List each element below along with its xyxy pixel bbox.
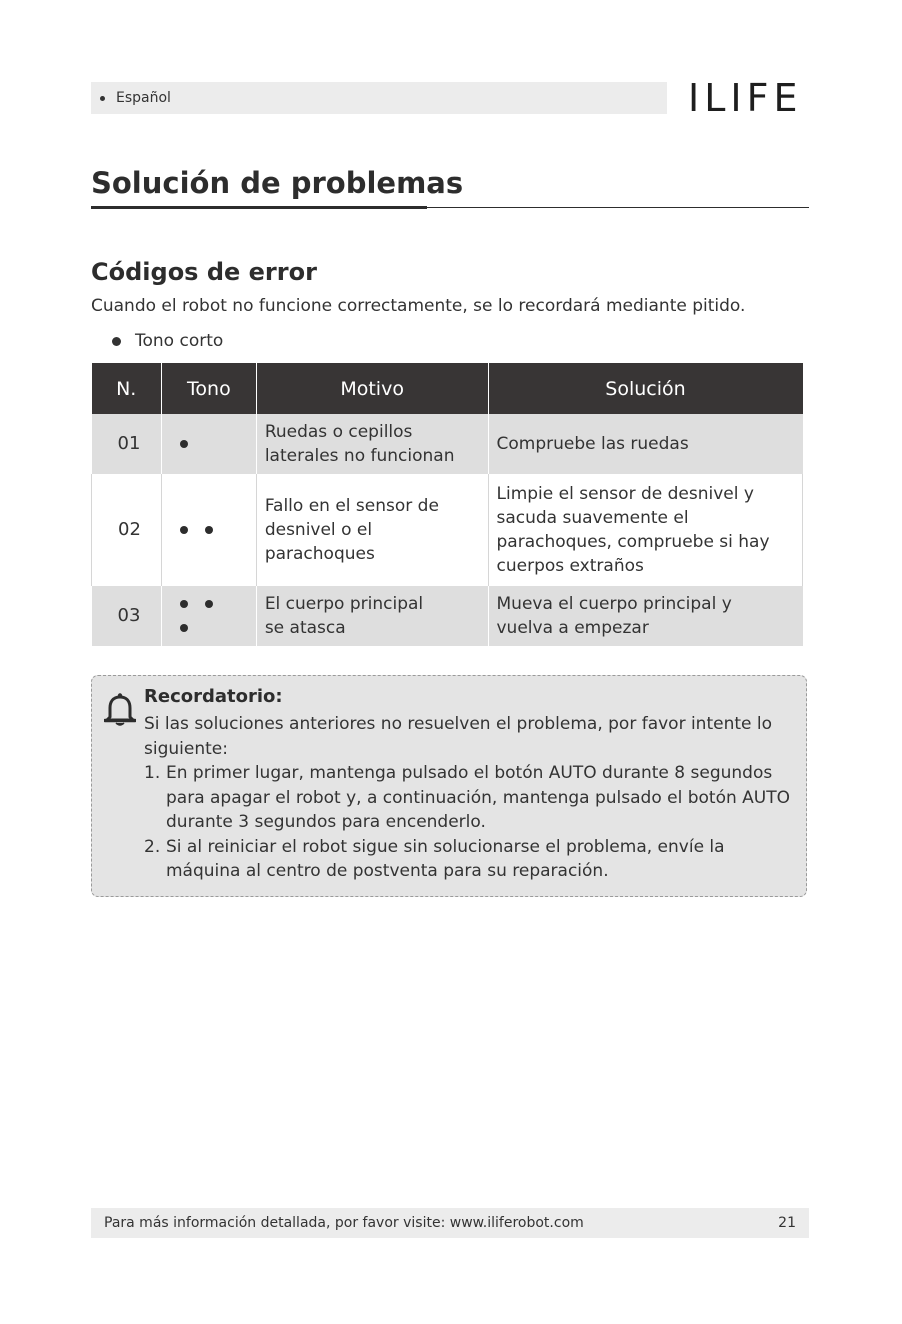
bullet-icon bbox=[100, 96, 105, 101]
solucion-line: Compruebe las ruedas bbox=[496, 434, 689, 454]
motivo-line: se atasca bbox=[264, 618, 346, 638]
motivo-line: El cuerpo principal bbox=[264, 594, 424, 614]
bullet-icon bbox=[112, 337, 121, 346]
error-code-table bbox=[91, 363, 803, 646]
cell-motivo bbox=[256, 414, 488, 474]
cell-num: 01 bbox=[92, 414, 162, 474]
motivo-line: Ruedas o cepillos bbox=[264, 422, 413, 442]
beep-dot-icon bbox=[205, 600, 213, 608]
page-number: 21 bbox=[778, 1215, 796, 1231]
cell-tone bbox=[161, 414, 256, 474]
header-num: N. bbox=[92, 363, 162, 414]
cell-tone bbox=[161, 474, 256, 586]
section-title: Códigos de error bbox=[91, 258, 317, 286]
beep-dot-icon bbox=[205, 526, 213, 534]
reminder-item bbox=[144, 835, 796, 884]
language-label: Español bbox=[116, 90, 171, 106]
footer-text: Para más información detallada, por favor visite: www.iliferobot.com bbox=[104, 1215, 584, 1231]
footer-bar bbox=[91, 1208, 809, 1238]
solucion-line: parachoques, compruebe si hay bbox=[496, 532, 770, 552]
page-title: Solución de problemas bbox=[91, 166, 464, 200]
reminder-item-text: En primer lugar, mantenga pulsado el botón AUTO durante 8 segundos para apagar el robot y, a continuación, mantenga pulsado el botón AUTO durante 3 segundos para encenderlo. bbox=[166, 763, 791, 832]
solucion-line: Mueva el cuerpo principal y bbox=[496, 594, 732, 614]
cell-solucion bbox=[488, 474, 803, 586]
reminder-box bbox=[91, 675, 807, 897]
reminder-text: Si las soluciones anteriores no resuelven el problema, por favor intente lo siguiente: bbox=[144, 714, 773, 759]
cell-num: 03 bbox=[92, 586, 162, 646]
cell-num: 02 bbox=[92, 474, 162, 586]
bullet-text: Tono corto bbox=[135, 331, 224, 351]
motivo-line: desnivel o el bbox=[264, 520, 373, 540]
beep-dot-icon bbox=[180, 440, 188, 448]
motivo-line: parachoques bbox=[264, 544, 375, 564]
title-underline bbox=[91, 206, 427, 209]
header-motivo: Motivo bbox=[256, 363, 488, 414]
table-header-row bbox=[92, 363, 803, 414]
beep-dot-icon bbox=[180, 624, 188, 632]
reminder-item-number: 2. bbox=[144, 836, 161, 857]
title-rule bbox=[427, 207, 809, 208]
cell-solucion bbox=[488, 586, 803, 646]
header-solucion: Solución bbox=[488, 363, 803, 414]
bell-icon bbox=[104, 692, 136, 728]
solucion-line: sacuda suavemente el bbox=[496, 508, 689, 528]
reminder-title: Recordatorio: bbox=[144, 686, 283, 707]
solucion-line: Limpie el sensor de desnivel y bbox=[496, 484, 754, 504]
beep-dot-icon bbox=[180, 600, 188, 608]
cell-motivo bbox=[256, 474, 488, 586]
solucion-line: vuelva a empezar bbox=[496, 618, 649, 638]
section-intro: Cuando el robot no funcione correctamente, se lo recordará mediante pitido. bbox=[91, 296, 746, 316]
tone-bullet bbox=[112, 331, 223, 351]
cell-motivo bbox=[256, 586, 488, 646]
cell-solucion bbox=[488, 414, 803, 474]
header-tone: Tono bbox=[161, 363, 256, 414]
table-row bbox=[92, 586, 803, 646]
table-row bbox=[92, 474, 803, 586]
solucion-line: cuerpos extraños bbox=[496, 556, 644, 576]
motivo-line: Fallo en el sensor de bbox=[264, 496, 439, 516]
table-row bbox=[92, 414, 803, 474]
header-bar bbox=[91, 82, 667, 114]
beep-dot-icon bbox=[180, 526, 188, 534]
reminder-item-number: 1. bbox=[144, 763, 161, 783]
reminder-body bbox=[144, 712, 796, 884]
brand-logo: ILIFE bbox=[688, 76, 803, 120]
reminder-item-text: Si al reiniciar el robot sigue sin solucionarse el problema, envíe la máquina al centro de postventa para su reparación. bbox=[166, 836, 725, 881]
motivo-line: laterales no funcionan bbox=[264, 446, 455, 466]
reminder-item bbox=[144, 761, 796, 835]
cell-tone bbox=[161, 586, 256, 646]
